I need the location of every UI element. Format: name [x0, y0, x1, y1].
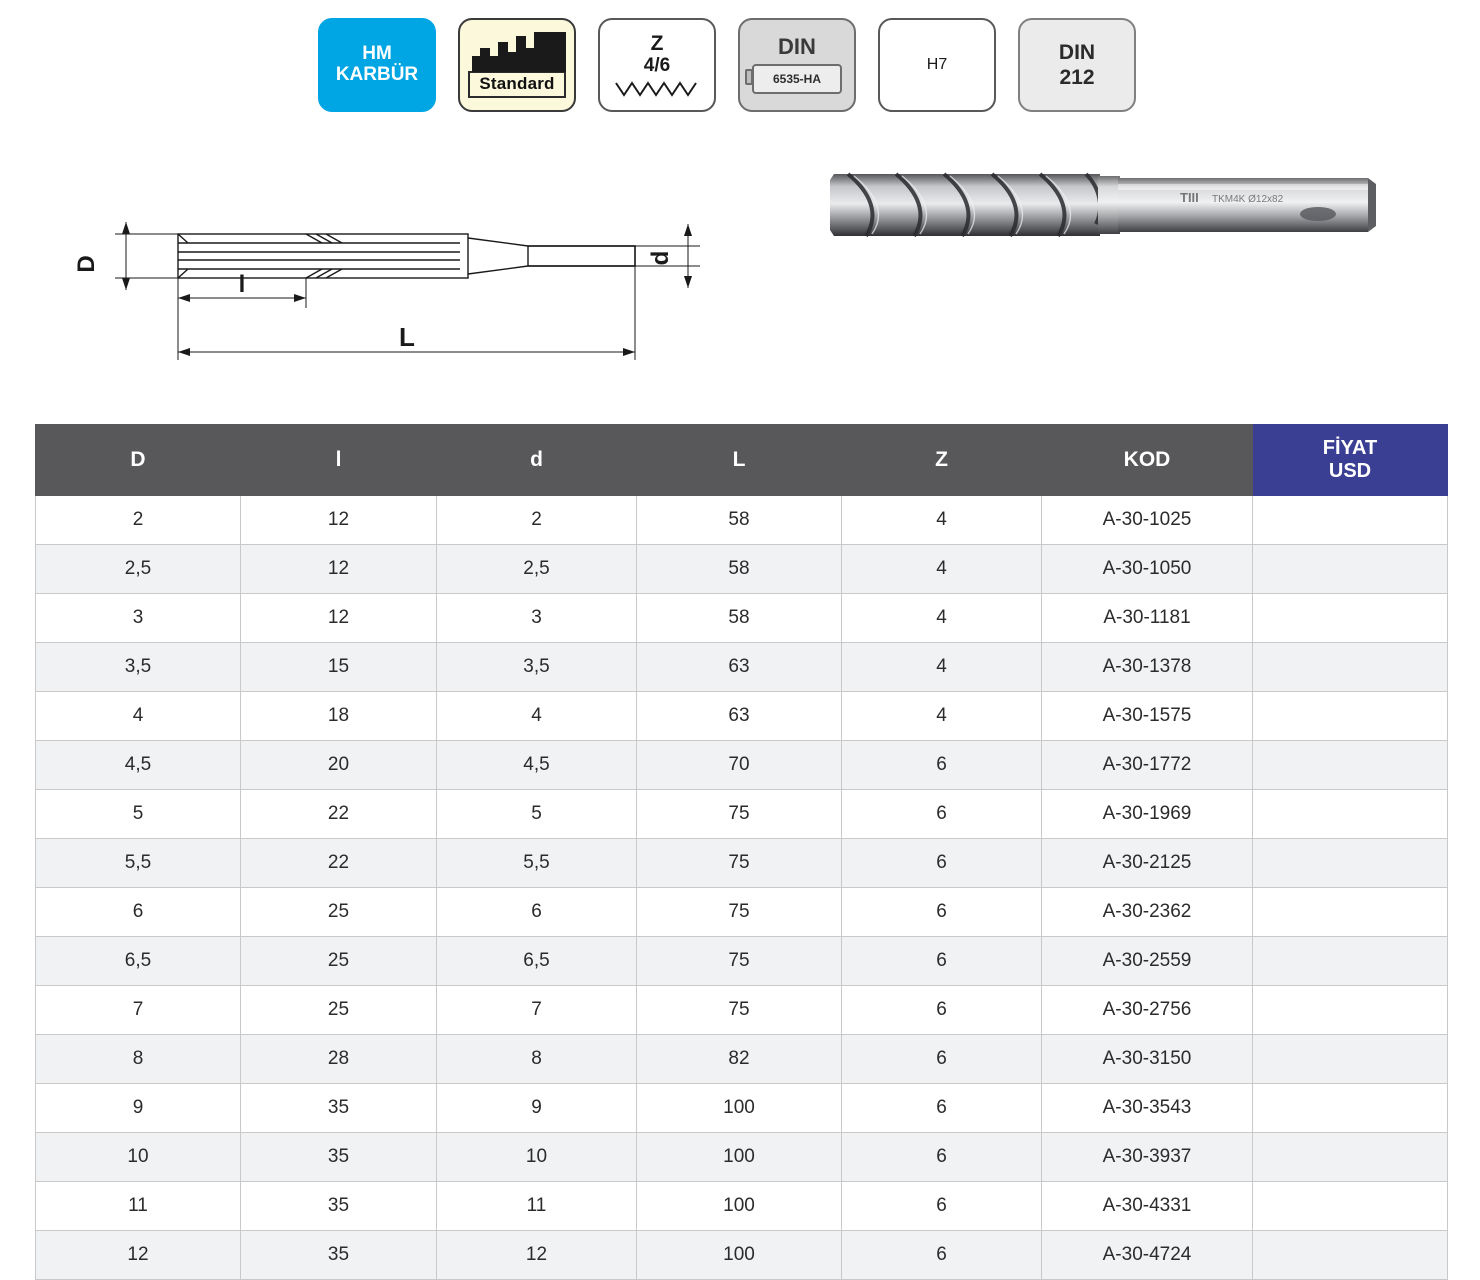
cell-d: 7 — [36, 986, 241, 1035]
cell-d: 3,5 — [36, 643, 241, 692]
cell-d: 4 — [437, 692, 637, 741]
svg-text:TKM4K Ø12x82: TKM4K Ø12x82 — [1212, 194, 1284, 205]
cell-l: 12 — [241, 594, 437, 643]
col-header-kod: KOD — [1042, 425, 1253, 496]
cell-d: 12 — [36, 1231, 241, 1280]
cell-price[interactable] — [1253, 839, 1448, 888]
cell-l: 25 — [241, 986, 437, 1035]
cell-l: 15 — [241, 643, 437, 692]
cell-d: 4,5 — [36, 741, 241, 790]
badge-din212-line2: 212 — [1059, 66, 1095, 89]
cell-z: 6 — [842, 1231, 1042, 1280]
table-body — [36, 496, 1448, 1280]
sawtooth-icon — [470, 30, 568, 74]
cell-z: 4 — [842, 545, 1042, 594]
zigzag-icon — [614, 81, 700, 97]
cell-kod: A-30-2125 — [1042, 839, 1253, 888]
badge-hm-karbur — [318, 18, 436, 112]
badge-hm-line2: KARBÜR — [335, 64, 419, 86]
cell-l: 58 — [637, 496, 842, 545]
cell-l: 70 — [637, 741, 842, 790]
cell-l: 100 — [637, 1133, 842, 1182]
cell-kod: A-30-3543 — [1042, 1084, 1253, 1133]
cell-d: 6,5 — [36, 937, 241, 986]
cell-l: 100 — [637, 1231, 842, 1280]
cell-d: 2,5 — [36, 545, 241, 594]
cell-kod: A-30-1025 — [1042, 496, 1253, 545]
cell-d: 5,5 — [437, 839, 637, 888]
cell-l: 75 — [637, 986, 842, 1035]
cell-d: 6 — [36, 888, 241, 937]
col-header-price — [1253, 425, 1448, 496]
cell-kod: A-30-1772 — [1042, 741, 1253, 790]
table-row — [36, 1231, 1448, 1280]
cell-l: 75 — [637, 790, 842, 839]
badge-row — [0, 0, 1480, 112]
cell-kod: A-30-2756 — [1042, 986, 1253, 1035]
cell-l: 100 — [637, 1084, 842, 1133]
cell-price[interactable] — [1253, 1182, 1448, 1231]
cell-z: 6 — [842, 839, 1042, 888]
cell-l: 22 — [241, 839, 437, 888]
badge-hm-line1: HM — [362, 43, 392, 65]
cell-price[interactable] — [1253, 1133, 1448, 1182]
cell-l: 82 — [637, 1035, 842, 1084]
cell-d: 7 — [437, 986, 637, 1035]
cell-kod: A-30-3150 — [1042, 1035, 1253, 1084]
cell-d: 2,5 — [437, 545, 637, 594]
table-row — [36, 888, 1448, 937]
dim-label-d: d — [647, 250, 674, 266]
cell-price[interactable] — [1253, 937, 1448, 986]
badge-standard — [458, 18, 576, 112]
cell-l: 28 — [241, 1035, 437, 1084]
table-row — [36, 1084, 1448, 1133]
table-row — [36, 692, 1448, 741]
cell-price[interactable] — [1253, 888, 1448, 937]
specification-table — [35, 424, 1448, 1280]
cell-l: 75 — [637, 937, 842, 986]
cell-d: 3,5 — [437, 643, 637, 692]
badge-z-letter: Z — [650, 31, 664, 55]
table-row — [36, 643, 1448, 692]
cell-z: 6 — [842, 1133, 1042, 1182]
cell-l: 75 — [637, 888, 842, 937]
badge-flute-count — [598, 18, 716, 112]
cell-z: 6 — [842, 888, 1042, 937]
table-row — [36, 496, 1448, 545]
specification-table-wrap — [35, 424, 1447, 1280]
badge-z-value: 4/6 — [643, 54, 671, 76]
cell-kod: A-30-1181 — [1042, 594, 1253, 643]
cell-l: 75 — [637, 839, 842, 888]
cell-l: 20 — [241, 741, 437, 790]
cell-z: 4 — [842, 692, 1042, 741]
cell-kod: A-30-1575 — [1042, 692, 1253, 741]
badge-din-title: DIN — [778, 34, 816, 59]
shank-chip-icon — [752, 64, 842, 94]
product-photo — [800, 152, 1400, 272]
cell-price[interactable] — [1253, 1035, 1448, 1084]
cell-price[interactable] — [1253, 692, 1448, 741]
cell-d: 3 — [36, 594, 241, 643]
cell-l: 58 — [637, 545, 842, 594]
table-row — [36, 839, 1448, 888]
cell-z: 6 — [842, 790, 1042, 839]
table-row — [36, 741, 1448, 790]
svg-text:TIII: TIII — [1180, 190, 1199, 205]
col-header-D: D — [36, 425, 241, 496]
cell-kod: A-30-4724 — [1042, 1231, 1253, 1280]
table-row — [36, 986, 1448, 1035]
cell-d: 9 — [36, 1084, 241, 1133]
cell-l: 18 — [241, 692, 437, 741]
cell-l: 25 — [241, 888, 437, 937]
cell-price[interactable] — [1253, 986, 1448, 1035]
table-row — [36, 1035, 1448, 1084]
cell-kod: A-30-1378 — [1042, 643, 1253, 692]
badge-tolerance — [878, 18, 996, 112]
cell-price[interactable] — [1253, 496, 1448, 545]
technical-drawing — [60, 112, 780, 392]
col-header-l: l — [241, 425, 437, 496]
cell-d: 8 — [36, 1035, 241, 1084]
cell-l: 35 — [241, 1133, 437, 1182]
cell-z: 6 — [842, 1084, 1042, 1133]
table-row — [36, 1133, 1448, 1182]
cell-d: 8 — [437, 1035, 637, 1084]
cell-d: 12 — [437, 1231, 637, 1280]
badge-din-norm — [1018, 18, 1136, 112]
cell-l: 63 — [637, 692, 842, 741]
dim-label-l: l — [238, 271, 246, 298]
cell-l: 35 — [241, 1231, 437, 1280]
cell-l: 63 — [637, 643, 842, 692]
product-illustration-area — [0, 112, 1480, 392]
table-row — [36, 594, 1448, 643]
cell-d: 2 — [437, 496, 637, 545]
badge-din212-line1: DIN — [1058, 40, 1096, 64]
cell-l: 25 — [241, 937, 437, 986]
cell-price[interactable] — [1253, 594, 1448, 643]
cell-price[interactable] — [1253, 790, 1448, 839]
cell-d: 6 — [437, 888, 637, 937]
cell-z: 4 — [842, 643, 1042, 692]
col-header-price-line2: USD — [1328, 460, 1372, 482]
cell-kod: A-30-1050 — [1042, 545, 1253, 594]
cell-d: 11 — [437, 1182, 637, 1231]
dim-label-D: D — [73, 255, 100, 273]
cell-d: 11 — [36, 1182, 241, 1231]
table-row — [36, 545, 1448, 594]
cell-l: 35 — [241, 1084, 437, 1133]
cell-price[interactable] — [1253, 545, 1448, 594]
cell-l: 35 — [241, 1182, 437, 1231]
cell-z: 4 — [842, 594, 1042, 643]
table-row — [36, 790, 1448, 839]
badge-standard-label: Standard — [468, 71, 565, 98]
cell-d: 5 — [437, 790, 637, 839]
cell-price[interactable] — [1253, 643, 1448, 692]
cell-d: 2 — [36, 496, 241, 545]
cell-l: 58 — [637, 594, 842, 643]
cell-z: 6 — [842, 1182, 1042, 1231]
cell-d: 5,5 — [36, 839, 241, 888]
cell-l: 12 — [241, 545, 437, 594]
cell-z: 6 — [842, 937, 1042, 986]
col-header-d: d — [437, 425, 637, 496]
cell-d: 9 — [437, 1084, 637, 1133]
badge-din-chip-label: 6535-HA — [772, 72, 822, 86]
cell-l: 100 — [637, 1182, 842, 1231]
cell-d: 3 — [437, 594, 637, 643]
col-header-Z: Z — [842, 425, 1042, 496]
cell-price[interactable] — [1253, 1231, 1448, 1280]
cell-d: 4,5 — [437, 741, 637, 790]
cell-z: 6 — [842, 1035, 1042, 1084]
badge-din-material — [738, 18, 856, 112]
table-row — [36, 937, 1448, 986]
col-header-price-line1: FİYAT — [1322, 437, 1378, 459]
cell-kod: A-30-1969 — [1042, 790, 1253, 839]
cell-l: 12 — [241, 496, 437, 545]
cell-price[interactable] — [1253, 741, 1448, 790]
cell-z: 6 — [842, 986, 1042, 1035]
cell-kod: A-30-3937 — [1042, 1133, 1253, 1182]
cell-d: 10 — [36, 1133, 241, 1182]
col-header-L: L — [637, 425, 842, 496]
table-header-row — [36, 425, 1448, 496]
cell-d: 5 — [36, 790, 241, 839]
cell-z: 4 — [842, 496, 1042, 545]
badge-tolerance-label: H7 — [926, 56, 948, 73]
dim-label-L: L — [399, 322, 415, 352]
cell-kod: A-30-4331 — [1042, 1182, 1253, 1231]
cell-price[interactable] — [1253, 1084, 1448, 1133]
cell-d: 6,5 — [437, 937, 637, 986]
cell-d: 10 — [437, 1133, 637, 1182]
cell-kod: A-30-2559 — [1042, 937, 1253, 986]
table-row — [36, 1182, 1448, 1231]
cell-z: 6 — [842, 741, 1042, 790]
cell-d: 4 — [36, 692, 241, 741]
cell-kod: A-30-2362 — [1042, 888, 1253, 937]
cell-l: 22 — [241, 790, 437, 839]
